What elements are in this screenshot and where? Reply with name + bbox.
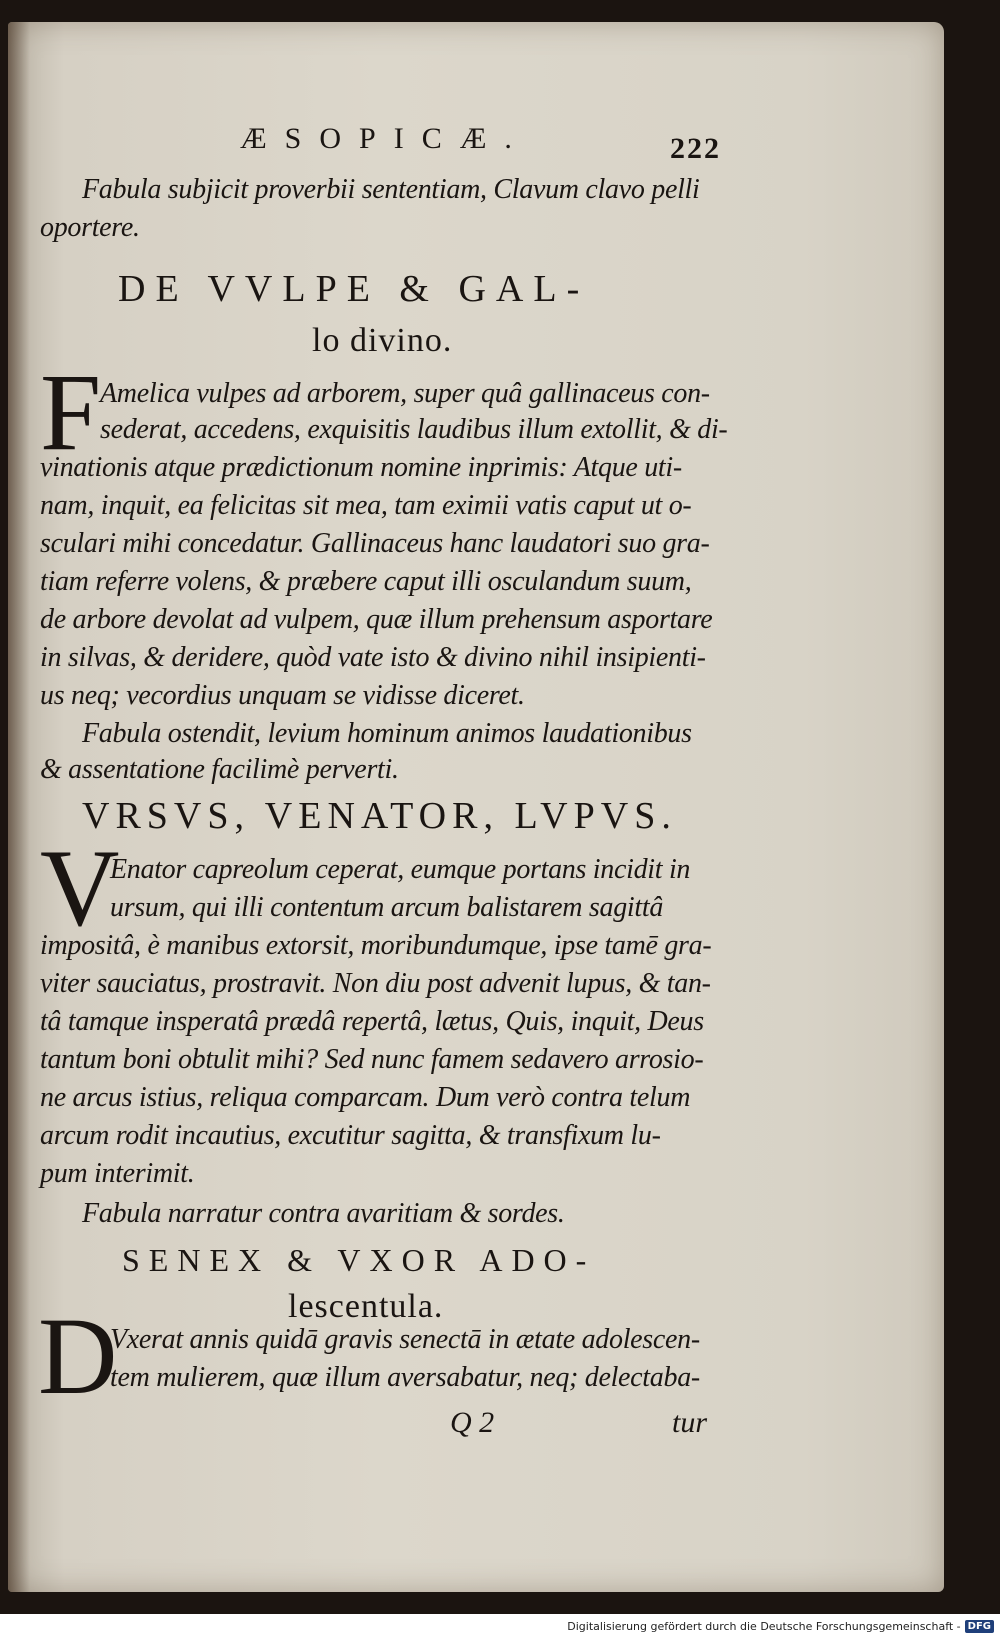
drop-cap: D (38, 1295, 118, 1417)
dfg-logo: DFG (965, 1620, 994, 1633)
text-line: tiam referre volens, & præbere caput illi osculandum suum, (40, 566, 692, 597)
text-line: ursum, qui illi contentum arcum balistarem sagittâ (110, 892, 664, 923)
text-line: tem mulierem, quæ illum aversabatur, neq; delectaba- (110, 1362, 700, 1393)
section-title-continued: lo divino. (312, 322, 453, 359)
text-line: nam, inquit, ea felicitas sit mea, tam eximii vatis caput ut o- (40, 490, 692, 521)
text-line: arcum rodit incautius, excutitur sagitta, & transfixum lu- (40, 1120, 661, 1151)
section-title: DE VVLPE & GAL- (118, 268, 590, 310)
moral-line: Fabula narratur contra avaritiam & sordes. (82, 1198, 565, 1229)
running-title: ÆSOPICÆ. (240, 122, 530, 155)
text-line: Vxerat annis quidā gravis senectā in ætate adolescen- (110, 1324, 700, 1355)
text-line: sederat, accedens, exquisitis laudibus illum extollit, & di- (100, 414, 728, 445)
text-line: pum interimit. (40, 1158, 195, 1189)
text-line: tâ tamque insperatâ prædâ repertâ, lætus, Quis, inquit, Deus (40, 1006, 704, 1037)
text-line: Fabula subjicit proverbii sententiam, Clavum clavo pelli (82, 174, 700, 205)
scanned-page (8, 22, 944, 1592)
text-line: tantum boni obtulit mihi? Sed nunc famem sedavero arrosio- (40, 1044, 704, 1075)
text-line: sculari mihi concedatur. Gallinaceus hanc laudatori suo gra- (40, 528, 710, 559)
text-line: in silvas, & deridere, quòd vate isto & divino nihil insipienti- (40, 642, 706, 673)
spine-shadow (8, 22, 30, 1592)
text-line: ne arcus istius, reliqua comparcam. Dum verò contra telum (40, 1082, 691, 1113)
moral-line: Fabula ostendit, levium hominum animos laudationibus (82, 718, 692, 749)
text-line: Amelica vulpes ad arborem, super quâ gallinaceus con- (100, 378, 710, 409)
section-title: SENEX & VXOR ADO- (122, 1242, 596, 1278)
drop-cap: F (40, 351, 102, 473)
page-text (30, 22, 922, 1592)
signature-mark: Q 2 (450, 1406, 495, 1439)
catchword: tur (672, 1406, 708, 1439)
text-line: oportere. (40, 212, 140, 243)
text-line: vinationis atque prædictionum nomine inprimis: Atque uti- (40, 452, 682, 483)
text-line: viter sauciatus, prostravit. Non diu post advenit lupus, & tan- (40, 968, 711, 999)
text-line: us neq; vecordius unquam se vidisse diceret. (40, 680, 525, 711)
moral-line: & assentatione facilimè perverti. (40, 754, 399, 785)
drop-cap: V (40, 827, 120, 949)
page-number: 222 (670, 132, 721, 165)
credit-text: Digitalisierung gefördert durch die Deutsche Forschungsgemeinschaft - (567, 1619, 961, 1633)
digitization-credit-bar (0, 1614, 1000, 1638)
text-line: impositâ, è manibus extorsit, moribundumque, ipse tamē gra- (40, 930, 712, 961)
text-line: Enator capreolum ceperat, eumque portans incidit in (110, 854, 691, 885)
section-title-continued: lescentula. (288, 1288, 444, 1325)
section-title: VRSVS, VENATOR, LVPVS. (82, 795, 677, 837)
text-line: de arbore devolat ad vulpem, quæ illum prehensum asportare (40, 604, 713, 635)
